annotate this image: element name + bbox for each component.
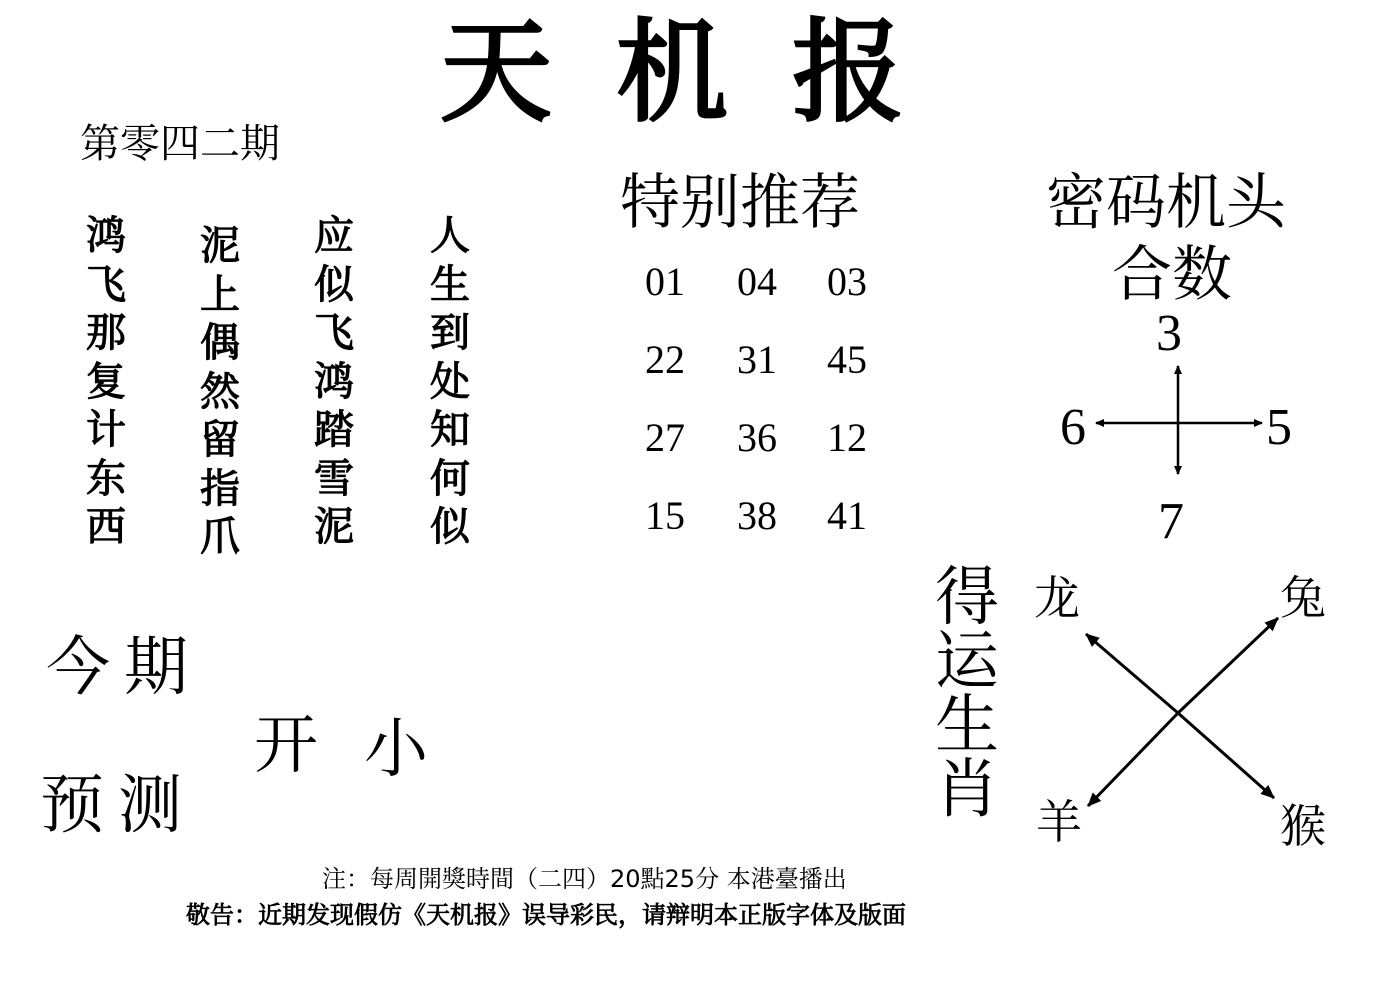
code-bottom-digit: 7 [1158,493,1184,550]
number-cell: 31 [737,337,777,382]
prediction-label-2: 预测 [40,769,196,843]
number-cell: 38 [737,493,777,538]
code-title-line2: 合数 [1112,240,1232,310]
code-left-digit: 6 [1060,399,1086,456]
poem-column-3: 应似飞鸿踏雪泥 [314,213,354,550]
zodiac-bottom-left: 羊 [1036,795,1082,849]
zodiac-bottom-right: 猴 [1280,799,1326,853]
page-title: 天机报 [440,7,968,138]
cross-arrows-icon [1080,350,1280,490]
number-cell: 03 [827,259,867,304]
special-title: 特别推荐 [620,168,860,238]
number-cell: 12 [827,415,867,460]
number-cell: 15 [645,493,685,538]
poem-column-2: 泥上偶然留指爪 [200,223,240,560]
poem-column-1: 鸿飞那复计东西 [86,213,126,550]
prediction-value-1: 开 [254,709,318,783]
prediction-label-1: 今期 [46,631,202,705]
number-cell: 04 [737,259,777,304]
x-arrows-icon [1070,610,1290,820]
number-cell: 22 [645,337,685,382]
code-title-line1: 密码机头 [1046,168,1286,238]
code-right-digit: 5 [1266,399,1292,456]
number-cell: 27 [645,415,685,460]
number-cell: 45 [827,337,867,382]
zodiac-top-right: 兔 [1280,571,1326,625]
lucky-title: 得运生肖 [935,561,999,827]
broadcast-note: 注：每周開獎時間（二四）20點25分 本港臺播出 [322,865,847,893]
poem-column-4: 人生到处知何似 [430,213,470,550]
issue-number: 第零四二期 [80,121,280,167]
number-cell: 36 [737,415,777,460]
code-top-digit: 3 [1156,305,1182,362]
zodiac-top-left: 龙 [1034,571,1080,625]
number-cell: 41 [827,493,867,538]
prediction-value-2: 小 [364,713,428,787]
warning-note: 敬告：近期发现假仿《天机报》误导彩民，请辩明本正版字体及版面 [186,901,906,929]
number-cell: 01 [645,259,685,304]
